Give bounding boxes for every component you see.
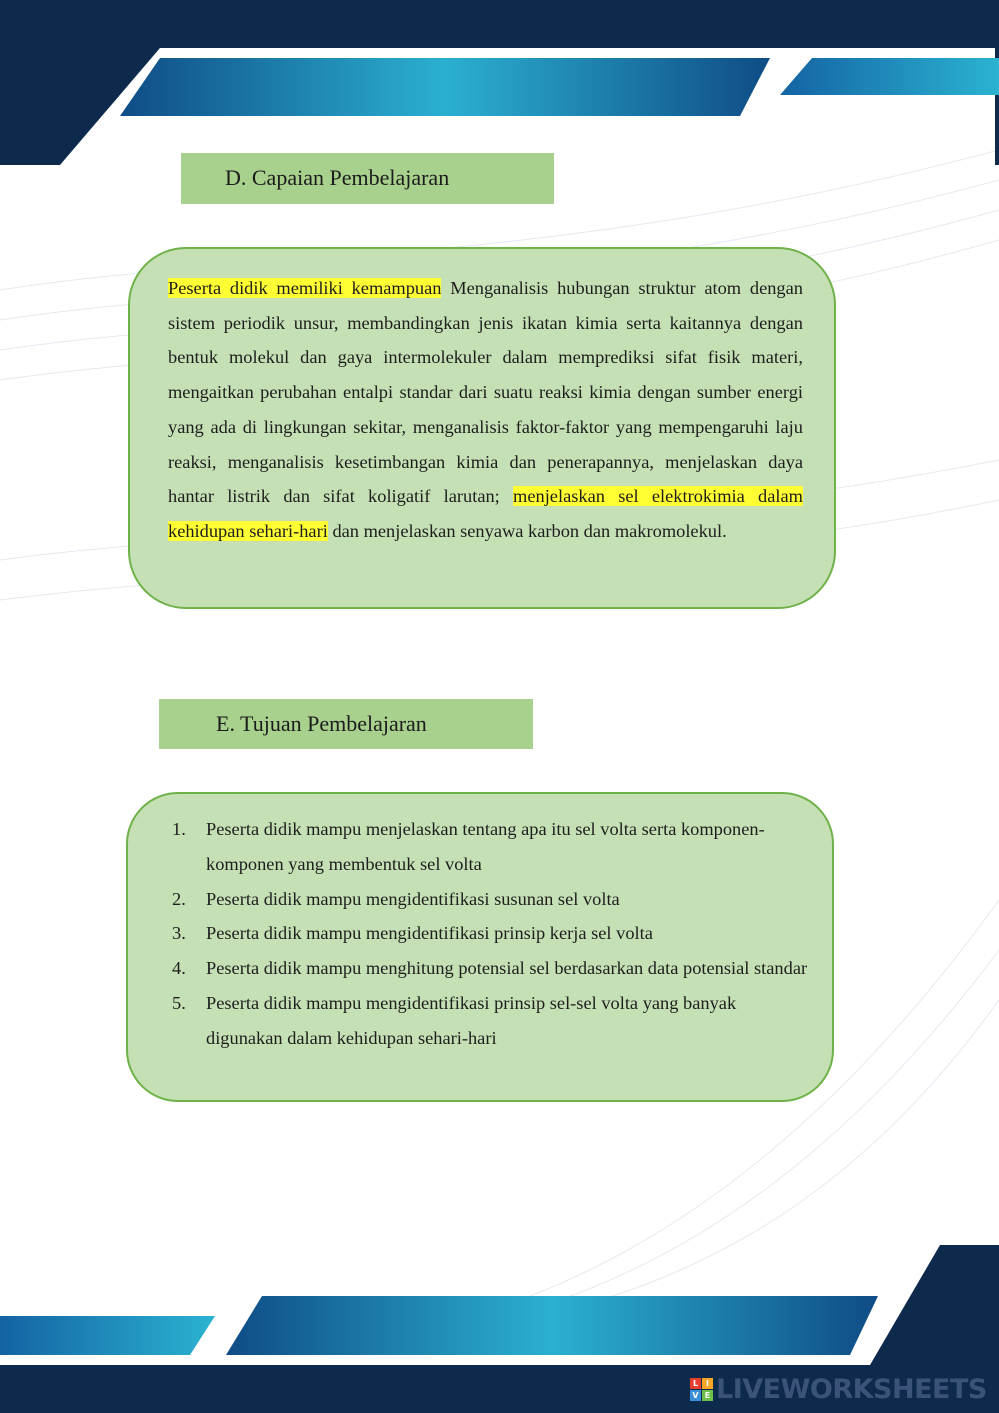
section-d-title: D. Capaian Pembelajaran — [225, 165, 450, 190]
objective-text: Peserta didik mampu menjelaskan tentang apa itu sel volta serta komponen-komponen yang membentuk sel volta — [206, 819, 765, 874]
objectives-list — [172, 812, 812, 1056]
objective-number: 3. — [172, 923, 186, 944]
outcome-text-end: dan menjelaskan senyawa karbon dan makromolekul. — [327, 520, 727, 541]
liveworksheets-logo-icon — [690, 1378, 713, 1401]
objective-number: 1. — [172, 819, 186, 839]
objective-text: Peserta didik mampu mengidentifikasi prinsip kerja sel volta — [206, 923, 653, 944]
objective-item — [172, 812, 812, 882]
objective-item — [172, 916, 812, 951]
objective-text: Peserta didik mampu mengidentifikasi prinsip sel-sel volta yang banyak digunakan dalam kehidupan sehari-hari — [206, 992, 737, 1048]
bottom-left-blue-band — [0, 1316, 215, 1355]
objective-number: 5. — [172, 992, 186, 1013]
highlight-intro: Peserta didik memiliki kemampuan — [168, 278, 442, 298]
section-e-header — [159, 699, 533, 749]
watermark-text: LIVEWORKSHEETS — [716, 1373, 987, 1405]
logo-letter: I — [702, 1378, 713, 1389]
objective-text: Peserta didik mampu mengidentifikasi susunan sel volta — [206, 888, 620, 909]
liveworksheets-watermark — [690, 1372, 987, 1406]
top-blue-band — [120, 58, 770, 116]
logo-letter: V — [690, 1390, 701, 1401]
objective-number: 2. — [172, 888, 186, 909]
objective-item — [172, 986, 812, 1056]
learning-outcomes-box — [128, 247, 836, 609]
objective-item — [172, 882, 812, 917]
logo-letter: E — [702, 1390, 713, 1401]
bottom-blue-band — [226, 1296, 878, 1355]
objective-text: Peserta didik mampu menghitung potensial sel berdasarkan data potensial standar — [206, 958, 808, 979]
top-right-blue-band — [780, 58, 999, 95]
outcome-text-middle: Menganalisis hubungan struktur atom dengan sistem periodik unsur, membandingkan jenis ikatan kimia serta kaitannya dengan bentuk molekul dan gaya intermolekuler dalam memprediksi sifat fisik materi, mengaitkan perubahan entalpi standar dari suatu reaksi kimia dengan sumber energi yang ada di lingkungan sekitar, menganalisis faktor-faktor yang mempengaruhi laju reaksi, menganalisis kesetimbangan kimia dan penerapannya, menjelaskan daya hantar listrik dan sifat koligatif larutan; — [168, 278, 803, 507]
learning-outcomes-paragraph — [168, 271, 803, 549]
section-d-header — [181, 153, 554, 204]
logo-letter: L — [690, 1378, 701, 1389]
highlight-electrochemistry: menjelaskan sel elektrokimia dalam kehidupan sehari-hari — [168, 486, 803, 541]
objective-item — [172, 951, 812, 986]
objective-number: 4. — [172, 958, 186, 979]
section-e-title: E. Tujuan Pembelajaran — [216, 711, 427, 736]
bottom-right-navy-corner — [870, 1245, 999, 1365]
learning-objectives-box — [126, 792, 834, 1102]
